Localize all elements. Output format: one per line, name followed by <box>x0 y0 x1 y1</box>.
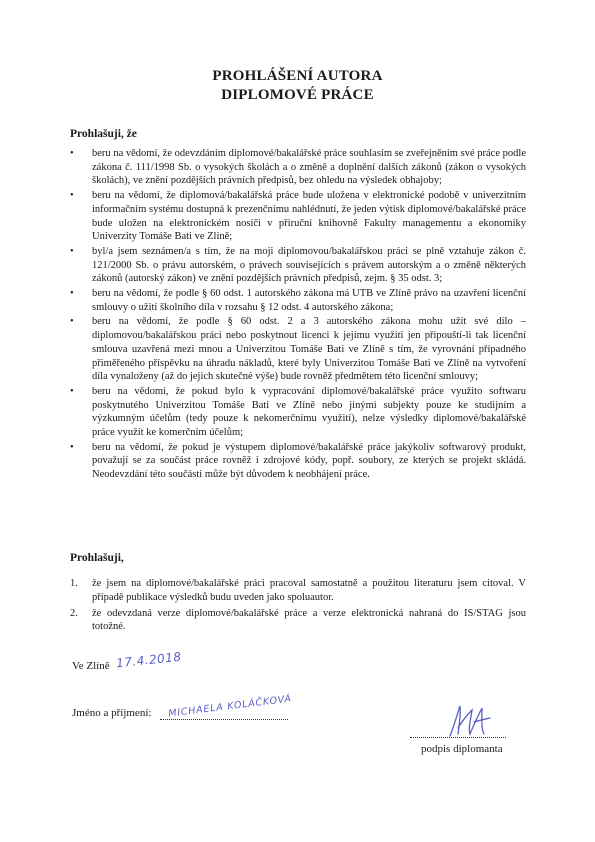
bullet-item <box>70 147 526 188</box>
bullet-text: beru na vědomí, že pokud je výstupem diplomové/bakalářské práce jakýkoliv softwarový produkt, považují se za součást práce rovněž i zdrojové kódy, popř. soubory, ze kterých se projekt skládá. Neodevzdání této součásti může být důvodem k neobhájení práce. <box>92 441 526 481</box>
bullet-marker: • <box>70 385 74 397</box>
handwritten-date: 17.4.2018 <box>115 649 183 671</box>
numbered-text: že jsem na diplomové/bakalářské práci pracoval samostatně a použitou literaturu jsem citoval. V případě publikace výsledků budu uveden jako spoluautor. <box>92 578 526 603</box>
place-label: Ve Zlíně <box>72 660 110 672</box>
numbered-text: že odevzdaná verze diplomové/bakalářské práce a verze elektronická nahraná do IS/STAG jsou totožné. <box>92 607 526 633</box>
bullet-text: beru na vědomí, že odevzdáním diplomové/bakalářské práce souhlasím se zveřejněním své práce podle zákona č. 111/1998 Sb. o vysokých školách a o změně a doplnění dalších zákonů (zákon o vysokých školách), ve znění pozdějších právních předpisů, bez ohledu na výsledek obhajoby; <box>92 148 526 187</box>
bullet-marker: • <box>70 148 74 159</box>
bullet-item <box>70 441 526 482</box>
declaration-numbered-list <box>70 577 526 636</box>
signature-caption: podpis diplomanta <box>421 743 503 755</box>
bullet-item <box>70 245 526 286</box>
bullet-text: byl/a jsem seznámen/a s tím, že na moji diplomovou/bakalářskou práci se plně vztahuje zákon č. 121/2000 Sb. o právu autorském, o právech souvisejících s právem autorským a o změně některých zákonů (autorský zákon) ve znění pozdějších právních předpisů, zejm. § 35 odst. 3; <box>92 245 526 285</box>
signature-image <box>444 700 494 740</box>
bullet-marker: • <box>70 316 74 328</box>
bullet-text: beru na vědomí, že diplomová/bakalářská práce bude uložena v elektronické podobě v univerzitním informačním systému dostupná k prezenčnímu nahlédnutí, že jeden výtisk diplomové/bakalářské práce bude uložen na elektronickém nosiči v příruční knihovně Fakulty managementu a ekonomiky Univerzity Tomáše Bati ve Zlíně; <box>92 190 526 243</box>
bullet-marker: • <box>70 245 74 257</box>
handwritten-name: MICHAELA KOLÁČKOVÁ <box>167 693 293 720</box>
name-dotted-line <box>160 719 288 720</box>
section-2-heading: Prohlašuji, <box>70 552 124 564</box>
bullet-marker: • <box>70 190 74 202</box>
bullet-text: beru na vědomí, že pokud bylo k vypracování diplomové/bakalářské práce využito softwaru poskytnutého Univerzitou Tomáše Bati ve Zlíně nebo jinými subjekty pouze ke studijním a výzkumným účelům (tedy pouze k nekomerčnímu využití), nelze výsledky diplomové/bakalářské práce využít ke komerčním účelům; <box>92 385 526 439</box>
bullet-item <box>70 385 526 440</box>
bullet-item <box>70 315 526 384</box>
bullet-text: beru na vědomí, že podle § 60 odst. 2 a 3 autorského zákona mohu užít své dílo – diplomovou/bakalářskou práci nebo poskytnout licenci k jejímu využití jen připouští-li tak licenční smlouva uzavřená mezi mnou a Univerzitou Tomáše Bati ve Zlíně s tím, že vyrovnání případného přiměřeného příspěvku na úhradu nákladů, které byly Univerzitou Tomáše Bati ve Zlíně na vytvoření díla vynaloženy (až do jejich skutečné výše) bude rovněž předmětem této licenční smlouvy; <box>92 316 526 383</box>
item-number: 2. <box>70 607 78 619</box>
signature-dotted-line <box>410 737 506 738</box>
section-1-heading: Prohlašuji, že <box>70 128 137 140</box>
item-number: 1. <box>70 578 78 589</box>
numbered-item <box>70 577 526 605</box>
bullet-item <box>70 287 526 314</box>
bullet-item <box>70 189 526 244</box>
declaration-bullet-list <box>70 147 526 483</box>
bullet-marker: • <box>70 288 74 300</box>
bullet-text: beru na vědomí, že podle § 60 odst. 1 autorského zákona má UTB ve Zlíně právo na uzavření licenční smlouvy o užití školního díla v rozsahu § 12 odst. 4 autorského zákona; <box>92 288 526 313</box>
numbered-item <box>70 607 526 635</box>
name-label: Jméno a příjmení: <box>72 707 152 719</box>
document-title-line-1: PROHLÁŠENÍ AUTORA <box>212 68 383 84</box>
document-title-line-2: DIPLOMOVÉ PRÁCE <box>221 87 374 103</box>
bullet-marker: • <box>70 441 74 453</box>
